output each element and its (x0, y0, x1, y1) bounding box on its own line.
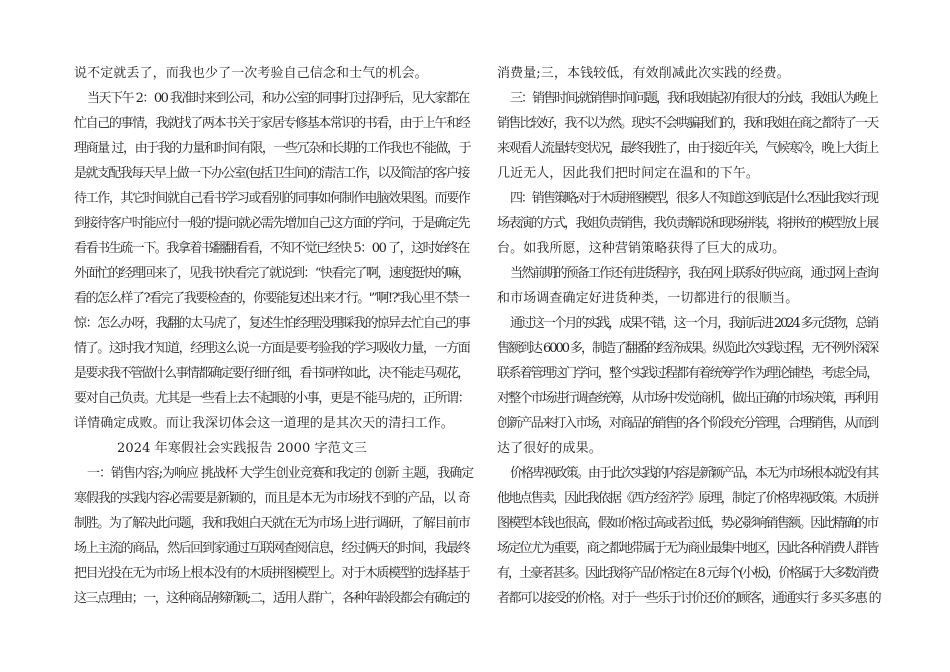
text-line: 当天下午 2：00 我准时来到公司，和办公室的同事打过招呼后，见大家都在 (87, 91, 469, 106)
text-line: 售额到达 6000 多，制造了翻番的经济成果。纵览此次实践过程，无不例外深深 (497, 341, 878, 356)
text-line: 看看书生疏一下。我拿着书翻翻看看，不知不觉已经快 5：00 了，这时始终在 (74, 241, 469, 256)
text-line: 消费量;三，本钱较低，有效削减此次实践的经费。 (497, 66, 790, 81)
text-line: 者都可以接受的价格。对于一些乐于讨价还价的顾客，通通实行 多买多惠 的 (497, 591, 881, 606)
text-line: 制胜。为了解决此问题，我和我姐白天就在无为市场上进行调研，了解目前市 (74, 516, 470, 531)
text-line: 和市场调查确定好进货种类，一切都进行的很顺当。 (497, 291, 799, 306)
text-line: 他地点售卖，因此我依据《西方经济学》原理，制定了价格卑视政策。木质拼 (497, 491, 878, 506)
text-line: 台。如我所愿，这种营销策略获得了巨大的成功。 (497, 241, 786, 256)
text-line: 到接待客户时能应付一般的'提问就必需先增加自己这方面的学问，于是确定先 (74, 216, 470, 231)
text-line: 几近无人，因此我们把时间定在温和的下午。 (497, 166, 760, 181)
text-line: 待工作，其它时间就自己看书学习或看别的同事如何制作电脑效果图。而要作 (74, 191, 470, 206)
text-line: 场表演的方式，我姐负责销售，我负责解说和现场拼装，将拼好的模型放上展 (497, 216, 878, 231)
text-line: 外面忙的经理回来了，见我书快看完了就说到：“快看完了啊，速度挺快的嘛， (74, 266, 470, 281)
text-line: 情了。这时我才知道，经理这么说一方面是要考验我的学习吸收力量，一方面 (74, 341, 470, 356)
text-line: 详情确定成败。而让我深切体会这一道理的是其次天的清扫工作。 (74, 416, 454, 431)
text-line: 惊：怎么办呀，我翻的太马虎了，复述生怕经理没理睬我的惊异去忙自己的事 (74, 316, 470, 331)
text-line: 是要求我不管做什么事情都确定要仔细仔细，看书同样如此，决不能走马观花， (74, 366, 469, 381)
text-line: 三：销售时间;就销售时间问题，我和我姐起初有很大的分歧，我姐认为晚上 (510, 91, 877, 106)
text-line: 是就支配我每天早上做一下办公室(包括卫生间)的清洁工作，以及简洁的客户接 (74, 166, 469, 181)
text-line: 说不定就丢了，而我也少了一次考验自己信念和士气的机会。 (74, 66, 428, 81)
text-line: 联系着管理这门学问，整个实践过程都有着统筹学作为理论铺垫，考虑全局， (497, 366, 878, 381)
text-line: 达了很好的成果。 (497, 441, 602, 456)
text-line: 销售比较好，我不以为然。现实不会哄骗我们的，我和我姐在商之都待了一天 (497, 116, 878, 131)
text-line: 通过这一个月的实践，成果不错，这一个月，我前后进 2024 多元货物，总销 (510, 316, 878, 331)
section-heading: 2024 年寒假社会实践报告 2000 字范文三 (117, 441, 367, 456)
text-line: 四：销售策略;对于木质拼图模型，很多人不知道这到底是什么?因此我实行现 (510, 191, 877, 206)
text-line: 要对自己负责。尤其是一些看上去不起眼的小事，更是不能马虎的，正所谓： (74, 391, 470, 406)
text-line: 这三点理由；一，这种商品够新颖;二，适用人群广，各种年龄段都会有确定的 (74, 591, 469, 606)
text-line: 把目光投在无为市场上根本没有的木质拼图模型上。对于木质模型的选择基于 (74, 566, 470, 581)
text-line: 价格卑视政策。由于此次实践的内容是新颖产品，本无为市场根本就没有其 (510, 466, 878, 481)
text-line: 看的怎么样了?看完了我要检查的，你要能复述出来才行。'”啊!?'我心里不禁一 (74, 291, 469, 306)
text-line: 忙自己的事情，我就找了两本书关于家居专修基本常识的书看，由于上午和经 (74, 116, 470, 131)
text-line: 对整个市场进行调查统筹，从市场中发觉商机，做出正确的市场决策，再利用 (497, 391, 878, 406)
text-line: 一：销售内容;为响应 挑战杯 大学生创业竞赛和我定的 创新 主题，我确定 (87, 466, 474, 481)
text-line: 寒假我的实践内容必需要是新颖的，而且是本无为市场找不到的产品，以 奇 (74, 491, 470, 506)
text-line: 创新产品来打入市场，对商品的销售的各个阶段充分管理，合理销售，从而到 (497, 416, 878, 431)
text-line: 场定位尤为重要，商之都地带属于无为商业最集中地区，因此各种消费人群皆 (497, 541, 878, 556)
text-line: 当然前期的预备工作还有进货程序，我在网上联系好供应商，通过网上查询 (510, 266, 878, 281)
text-line: 场上主流的商品，然后回到家通过互联网查阅信息，经过俩天的时间，我最终 (74, 541, 470, 556)
text-line: 理商量 过，由于我的力量和时间有限，一些冗杂和长期的工作我也不能做，于 (74, 141, 471, 156)
text-line: 来观看人流量转变状况，最终我胜了，由于接近年关，气候寒冷，晚上大街上 (497, 141, 878, 156)
text-line: 有，土豪者甚多。因此我将产品价格定在 8 元每个(小板)，价格属于大多数消费 (497, 566, 878, 581)
text-line: 图模型本钱也很高，假如价格过高或者过低，势必影响销售额。因此精确的市 (497, 516, 878, 531)
